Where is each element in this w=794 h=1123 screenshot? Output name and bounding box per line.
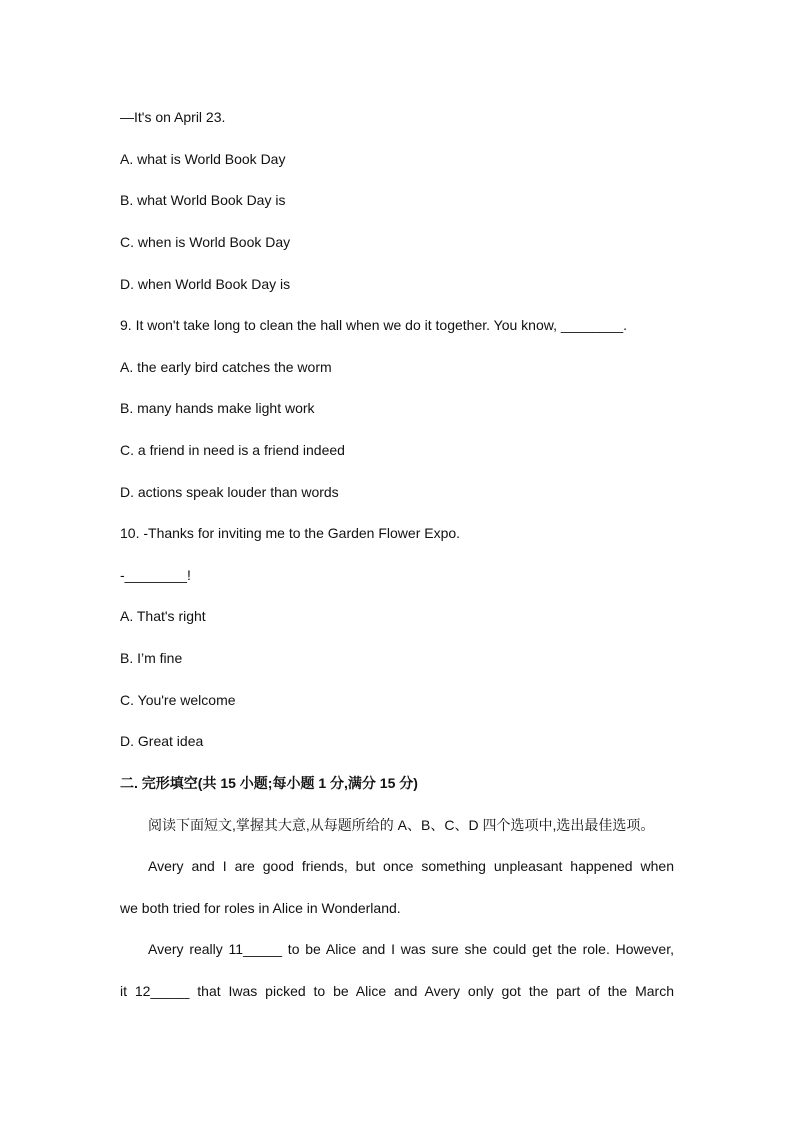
q9-option-b: B. many hands make light work	[120, 400, 315, 416]
q9-option-d: D. actions speak louder than words	[120, 484, 339, 500]
q8-option-b: B. what World Book Day is	[120, 192, 286, 208]
q10-option-b: B. I’m fine	[120, 650, 183, 666]
q10-option-c: C. You're welcome	[120, 692, 236, 708]
passage-line-3: Avery really 11_____ to be Alice and I was sure she could get the role. However,	[148, 941, 674, 957]
q8-option-c: C. when is World Book Day	[120, 234, 291, 250]
section-heading: 二. 完形填空(共 15 小题;每小题 1 分,满分 15 分)	[120, 775, 418, 791]
q9-option-c: C. a friend in need is a friend indeed	[120, 442, 345, 458]
q10-option-d: D. Great idea	[120, 733, 204, 749]
q9-option-a: A. the early bird catches the worm	[120, 359, 332, 375]
passage-line-2: we both tried for roles in Alice in Wonderland.	[120, 900, 401, 916]
answer-line: —It's on April 23.	[120, 109, 226, 125]
question-10-reply: -________!	[120, 567, 191, 583]
q8-option-d: D. when World Book Day is	[120, 276, 291, 292]
section-instruction: 阅读下面短文,掌握其大意,从每题所给的 A、B、C、D 四个选项中,选出最佳选项。	[148, 817, 655, 833]
q8-option-a: A. what is World Book Day	[120, 151, 286, 167]
passage-line-1: Avery and I are good friends, but once something unpleasant happened when	[148, 858, 674, 874]
passage-line-4: it 12_____ that Iwas picked to be Alice and Avery only got the part of the March	[120, 983, 674, 999]
q10-option-a: A. That's right	[120, 608, 206, 624]
question-9: 9. It won't take long to clean the hall when we do it together. You know, ________.	[120, 317, 628, 333]
question-10: 10. -Thanks for inviting me to the Garden Flower Expo.	[120, 525, 461, 541]
